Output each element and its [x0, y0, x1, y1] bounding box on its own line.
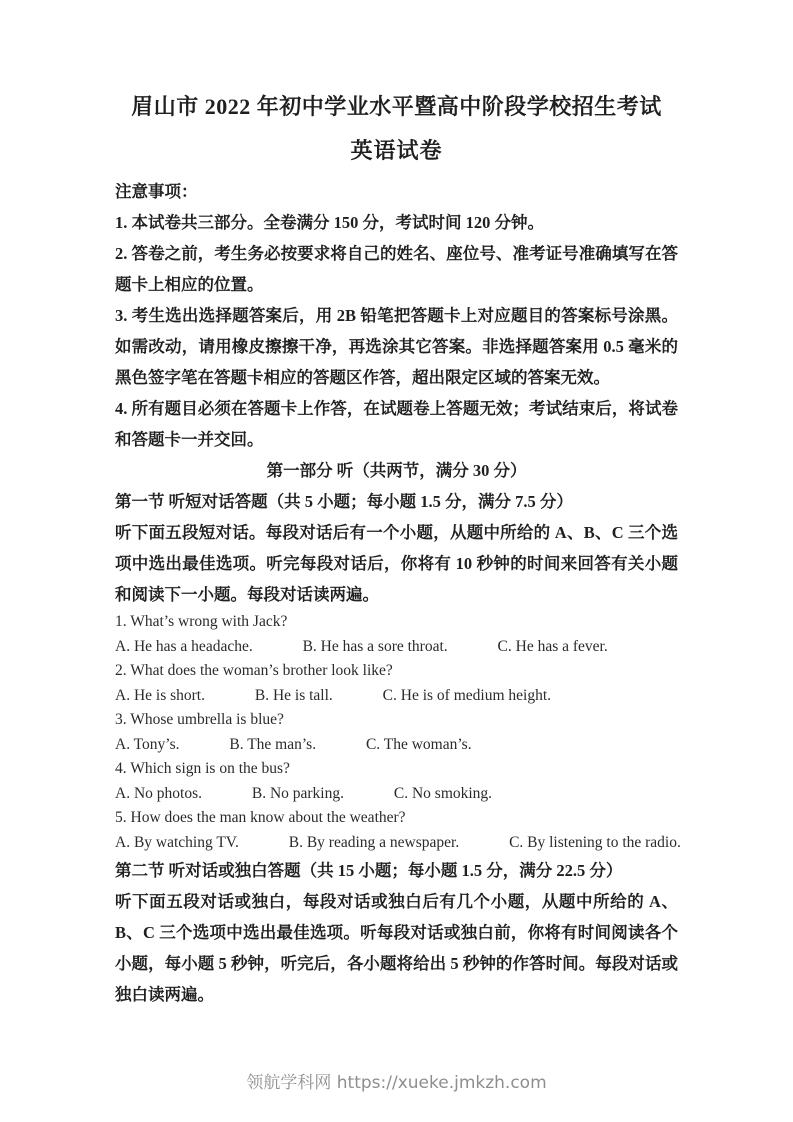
options-row	[115, 782, 678, 807]
question-text: 5. How does the man know about the weather?	[115, 809, 406, 826]
options-row	[115, 684, 678, 709]
option-a: A. By watching TV.	[115, 833, 239, 851]
exam-subtitle: 英语试卷	[350, 138, 443, 163]
section1-questions	[115, 610, 681, 855]
option-b: B. The man’s.	[229, 735, 317, 753]
option-c: C. He has a fever.	[497, 637, 608, 655]
question-3	[115, 708, 678, 757]
question-1	[115, 610, 678, 659]
section1-instructions: 听下面五段短对话。每段对话后有一个小题，从题中所给的 A、B、C 三个选项中选出最佳选项。听完每段对话后，你将有 10 秒钟的时间来回答有关小题和阅读下一小题。每段对话读两遍。	[115, 523, 678, 604]
question-text: 2. What does the woman’s brother look like?	[115, 662, 393, 679]
question-text: 1. What’s wrong with Jack?	[115, 613, 288, 630]
notice-item-4: 4. 所有题目必须在答题卡上作答，在试题卷上答题无效；考试结束后，将试卷和答题卡一并交回。	[115, 399, 678, 449]
notice-item-2: 2. 答卷之前，考生务必按要求将自己的姓名、座位号、准考证号准确填写在答题卡上相应的位置。	[115, 244, 678, 294]
options-row	[115, 635, 678, 660]
question-5	[115, 806, 681, 855]
watermark-link[interactable]: 领航学科网 https://xueke.jmkzh.com	[246, 1073, 547, 1093]
option-a: A. He has a headache.	[115, 637, 253, 655]
question-4	[115, 757, 678, 806]
option-c: C. He is of medium height.	[382, 686, 551, 704]
notice-item-3: 3. 考生选出选择题答案后，用 2B 铅笔把答题卡上对应题目的答案标号涂黑。如需改动，请用橡皮擦擦干净，再选涂其它答案。非选择题答案用 0.5 毫米的黑色签字笔在答题卡相应的答题区作答，超出限定区域的答案无效。	[115, 306, 679, 387]
question-text: 3. Whose umbrella is blue?	[115, 711, 284, 728]
option-a: A. Tony’s.	[115, 735, 180, 753]
notice-item-1: 1. 本试卷共三部分。全卷满分 150 分，考试时间 120 分钟。	[115, 213, 544, 232]
option-a: A. He is short.	[115, 686, 205, 704]
notices-heading: 注意事项：	[115, 182, 198, 201]
part1-heading: 第一部分 听（共两节，满分 30 分）	[266, 461, 527, 480]
section2-instructions: 听下面五段对话或独白，每段对话或独白后有几个小题，从题中所给的 A、B、C 三个选项中选出最佳选项。听每段对话或独白前，你将有时间阅读各个小题，每小题 5 秒钟，听完后，各小题将给出 5 秒钟的作答时间。每段对话或独白读两遍。	[115, 892, 678, 1004]
option-b: B. By reading a newspaper.	[288, 833, 460, 851]
option-b: B. No parking.	[251, 784, 344, 802]
option-b: B. He has a sore throat.	[302, 637, 448, 655]
option-b: B. He is tall.	[254, 686, 333, 704]
options-row	[115, 831, 681, 856]
option-c: C. By listening to the radio.	[509, 833, 681, 851]
options-row	[115, 733, 678, 758]
option-a: A. No photos.	[115, 784, 202, 802]
section1-heading: 第一节 听短对话答题（共 5 小题；每小题 1.5 分，满分 7.5 分）	[115, 492, 573, 511]
site-watermark	[0, 1068, 793, 1093]
exam-title: 眉山市 2022 年初中学业水平暨高中阶段学校招生考试	[131, 94, 662, 119]
section2-heading: 第二节 听对话或独白答题（共 15 小题；每小题 1.5 分，满分 22.5 分）	[115, 861, 623, 880]
question-text: 4. Which sign is on the bus?	[115, 760, 290, 777]
option-c: C. The woman’s.	[365, 735, 472, 753]
option-c: C. No smoking.	[393, 784, 493, 802]
question-2	[115, 659, 678, 708]
